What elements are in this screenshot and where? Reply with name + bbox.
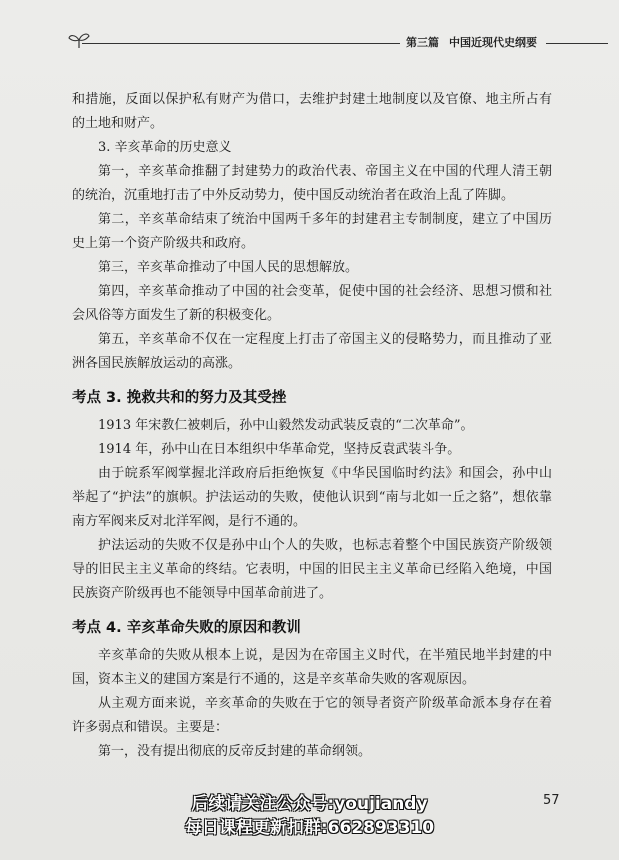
sprout-icon xyxy=(66,30,92,50)
topic-heading: 考点 3. 挽救共和的努力及其受挫 xyxy=(72,390,287,406)
significance-paragraph: 第一，辛亥革命推翻了封建势力的政治代表、帝国主义在中国的代理人清王朝的统治，沉重地打击了中外反动势力，使中国反动统治者在政治上乱了阵脚。 xyxy=(72,164,552,203)
significance-paragraph: 第二，辛亥革命结束了统治中国两千多年的封建君主专制制度，建立了中国历史上第一个资产阶级共和政府。 xyxy=(72,212,552,251)
topic-heading: 考点 4. 辛亥革命失败的原因和教训 xyxy=(72,620,301,636)
page-body xyxy=(72,88,552,764)
watermark-line: 后续请关注公众号:youjiandy xyxy=(191,794,428,814)
topic-paragraph: 从主观方面来说，辛亥革命的失败在于它的领导者资产阶级革命派本身存在着许多弱点和错误。主要是： xyxy=(72,696,552,735)
watermark-line: 每日课程更新扣群:662893310 xyxy=(184,818,435,838)
significance-paragraph: 第四，辛亥革命推动了中国的社会变革，促使中国的社会经济、思想习惯和社会风俗等方面发生了新的积极变化。 xyxy=(72,284,552,323)
significance-paragraph: 第三，辛亥革命推动了中国人民的思想解放。 xyxy=(98,260,359,275)
topic-paragraph: 1913 年宋教仁被刺后，孙中山毅然发动武装反袁的“二次革命”。 xyxy=(98,418,474,433)
topic-paragraph: 由于皖系军阀掌握北洋政府后拒绝恢复《中华民国临时约法》和国会，孙中山举起了“护法”的旗帜。护法运动的失败，使他认识到“南与北如一丘之貉”，想依靠南方军阀来反对北洋军阀，是行不通的。 xyxy=(72,466,552,529)
topic-paragraph: 护法运动的失败不仅是孙中山个人的失败，也标志着整个中国民族资产阶级领导的旧民主主义革命的终结。它表明，中国的旧民主主义革命已经陷入绝境，中国民族资产阶级再也不能领导中国革命前进了。 xyxy=(72,538,552,601)
intro-paragraph: 和措施，反面以保护私有财产为借口，去维护封建土地制度以及官僚、地主所占有的土地和财产。 xyxy=(72,92,552,131)
header-title xyxy=(406,34,537,50)
running-header xyxy=(0,24,619,60)
header-book-title: 中国近现代史纲要 xyxy=(449,36,537,49)
topic-paragraph: 第一，没有提出彻底的反帝反封建的革命纲领。 xyxy=(98,744,372,759)
header-rule-left xyxy=(82,43,400,44)
header-rule-right xyxy=(546,43,608,44)
section-subtitle: 3. 辛亥革命的历史意义 xyxy=(98,140,232,155)
page-number: 57 xyxy=(543,793,560,808)
header-part: 第三篇 xyxy=(406,36,439,49)
watermark-overlay xyxy=(0,792,619,840)
topic-paragraph: 辛亥革命的失败从根本上说，是因为在帝国主义时代，在半殖民地半封建的中国，资本主义的建国方案是行不通的，这是辛亥革命失败的客观原因。 xyxy=(72,648,552,687)
topic-paragraph: 1914 年，孙中山在日本组织中华革命党，坚持反袁武装斗争。 xyxy=(98,442,461,457)
significance-paragraph: 第五，辛亥革命不仅在一定程度上打击了帝国主义的侵略势力，而且推动了亚洲各国民族解放运动的高涨。 xyxy=(72,332,552,371)
